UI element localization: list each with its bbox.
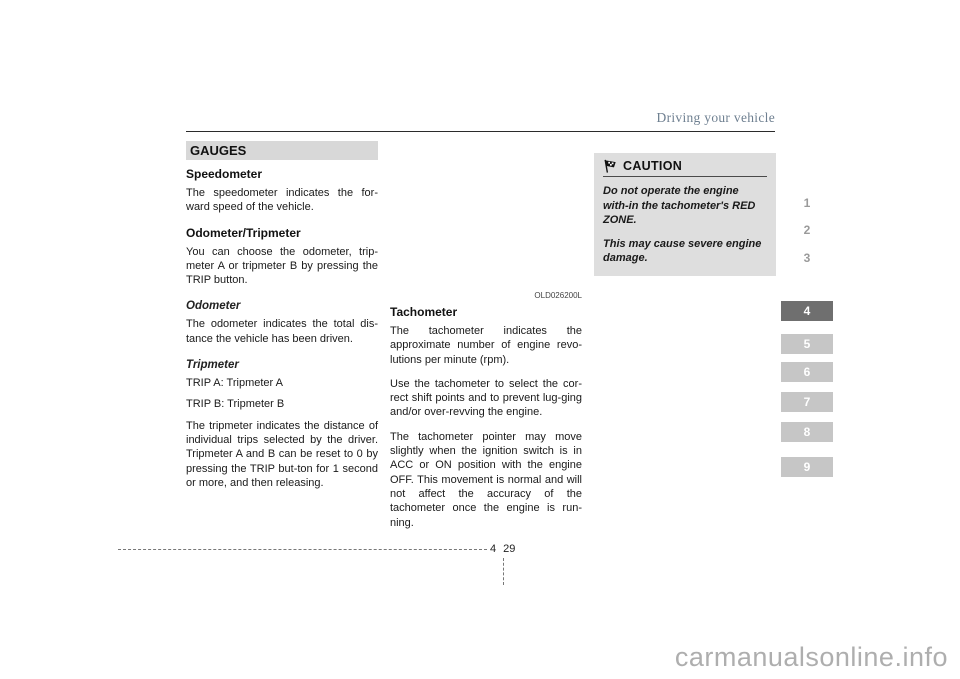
left-column [186,141,378,500]
speedometer-text: The speedometer indicates the for-ward speed of the vehicle. [186,187,378,214]
tripmeter-text: The tripmeter indicates the distance of individual trips selected by the driver. Tripmeter A and B can be reset to 0 by pressing the TRIP but-ton for 1 second or more, and then releasing. [186,419,378,489]
chapter-tab-9: 9 [781,457,833,477]
chapter-tab-3: 3 [803,251,811,265]
chapter-tab-6: 6 [781,362,833,382]
caution-text-1: Do not operate the engine with-in the tachometer's RED ZONE. [603,185,756,227]
footer-chapter-number: 4 [490,543,497,555]
header-rule [186,131,775,132]
section-title-gauges: GAUGES [186,141,378,160]
chapter-tab-4-active: 4 [781,301,833,321]
running-header: Driving your vehicle [656,110,775,125]
middle-column [390,141,582,540]
heading-odometer-tripmeter: Odometer/Tripmeter [186,225,301,240]
tachometer-text-3: The tachometer pointer may move slightly when the ignition switch is in ACC or ON position with the engine OFF. This movement is normal and will not affect the accuracy of the tachometer once the engine is run-ning. [390,430,582,529]
heading-speedometer: Speedometer [186,167,263,181]
caution-header [603,159,767,177]
caution-title: CAUTION [623,159,683,173]
footer-page-value: 29 [503,543,516,555]
odometer-text: The odometer indicates the total dis-tance the vehicle has been driven. [186,318,378,345]
heading-tachometer: Tachometer [390,305,458,319]
caution-box [594,153,776,276]
footer-page-number [490,543,515,555]
trip-b-line: TRIP B: Tripmeter B [186,398,285,411]
tachometer-text-1: The tachometer indicates the approximate number of engine revo-lutions per minute (rpm). [390,325,582,366]
chapter-tab-5: 5 [781,334,833,354]
watermark: carmanualsonline.info [674,642,948,672]
racing-flag-icon [603,159,617,173]
heading-odometer: Odometer [186,300,241,313]
tachometer-image-area [390,141,582,291]
tachometer-text-2: Use the tachometer to select the cor-rect shift points and to prevent lug-ging and/or over-revving the engine. [390,377,582,419]
footer-dashed-line [118,549,487,550]
chapter-tab-2: 2 [803,223,811,237]
footer-dashed-vertical [503,558,504,585]
heading-tripmeter: Tripmeter [186,359,239,372]
caution-text-2: This may cause severe engine damage. [603,237,762,265]
image-caption: OLD026200L [534,291,582,300]
chapter-tab-8: 8 [781,422,833,442]
chapter-tab-1: 1 [803,196,811,210]
trip-a-line: TRIP A: Tripmeter A [186,377,283,390]
chapter-tab-7: 7 [781,392,833,412]
odometer-tripmeter-text: You can choose the odometer, trip-meter A or tripmeter B by pressing the TRIP button. [186,245,378,287]
